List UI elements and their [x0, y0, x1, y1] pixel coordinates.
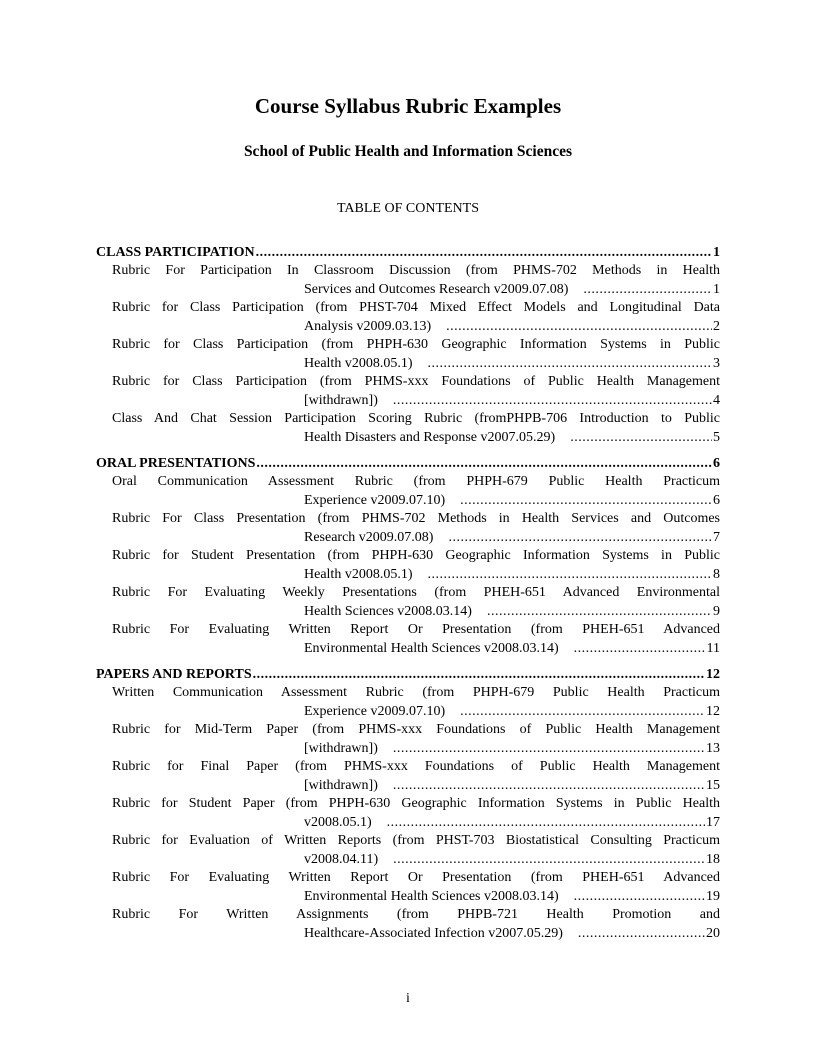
toc-dot-leader	[570, 429, 712, 448]
toc-page-number: 15	[706, 777, 720, 793]
toc-page-number: 1	[713, 281, 720, 297]
toc-entry[interactable]	[112, 547, 720, 584]
toc-entry-title-end: [withdrawn])	[304, 740, 378, 756]
toc-entry-title: Rubric for Class Participation (from PHPH-630 Geographic Information Systems in Public	[112, 337, 720, 352]
toc-entry-continuation	[304, 603, 720, 622]
toc-heading: TABLE OF CONTENTS	[337, 201, 479, 216]
toc-entry[interactable]	[112, 869, 720, 906]
toc-section-heading[interactable]	[96, 666, 720, 684]
toc-entry[interactable]	[112, 410, 720, 447]
toc-dot-leader	[574, 888, 705, 907]
toc-entry-continuation	[304, 281, 720, 300]
toc-section	[96, 666, 720, 943]
toc-entry-title-end: Health v2008.05.1)	[304, 355, 413, 371]
toc-entry-continuation	[304, 392, 720, 411]
toc-dot-leader	[393, 851, 705, 870]
toc-entry-title: Rubric for Student Paper (from PHPH-630 Geographic Information Systems in Public Health	[112, 796, 720, 811]
toc-entry-title-end: Health Disasters and Response v2007.05.29)	[304, 429, 556, 445]
toc-entry-title: Oral Communication Assessment Rubric (from PHPH-679 Public Health Practicum	[112, 474, 720, 489]
toc-entry-title: Rubric For Written Assignments (from PHPB-721 Health Promotion and	[112, 907, 720, 922]
toc-entry[interactable]	[112, 336, 720, 373]
toc-entry[interactable]	[112, 684, 720, 721]
toc-entry-title: Rubric For Evaluating Written Report Or Presentation (from PHEH-651 Advanced	[112, 870, 720, 885]
toc-entry-title: Rubric for Class Participation (from PHST-704 Mixed Effect Models and Longitudinal Data	[112, 300, 720, 315]
toc-entry-continuation	[304, 814, 720, 833]
toc-page-number: 12	[706, 667, 720, 682]
toc-page-number: 4	[713, 392, 720, 408]
toc-dot-leader	[460, 703, 705, 722]
toc-entry-continuation	[304, 640, 720, 659]
toc-dot-leader	[393, 740, 705, 759]
toc-entry-continuation	[304, 318, 720, 337]
toc-entry-title-end: Experience v2009.07.10)	[304, 492, 446, 508]
toc-page-number: 17	[706, 814, 720, 830]
toc-page-number: 18	[706, 851, 720, 867]
toc-entry-continuation	[304, 851, 720, 870]
toc-entry[interactable]	[112, 721, 720, 758]
document-title: Course Syllabus Rubric Examples	[254, 94, 562, 118]
toc-entry-continuation	[304, 529, 720, 548]
toc-entry-title-end: [withdrawn])	[304, 392, 378, 408]
toc-entry-title-end: Research v2009.07.08)	[304, 529, 434, 545]
toc-page-number: 6	[713, 456, 720, 471]
toc-entry-continuation	[304, 925, 720, 944]
toc-page-number: 9	[713, 603, 720, 619]
toc-dot-leader	[578, 925, 705, 944]
toc-entry-title-end: Analysis v2009.03.13)	[304, 318, 432, 334]
toc-entry-title-end: [withdrawn])	[304, 777, 378, 793]
toc-entry-title-end: v2008.05.1)	[304, 814, 372, 830]
toc-entry-title: Rubric for Student Presentation (from PHPH-630 Geographic Information Systems in Public	[112, 548, 720, 563]
toc-dot-leader	[427, 566, 712, 585]
toc-dot-leader	[256, 244, 712, 262]
toc-entry-continuation	[304, 888, 720, 907]
toc-entry-continuation	[304, 777, 720, 796]
toc-dot-leader	[253, 666, 705, 684]
toc-entry-title-end: Environmental Health Sciences v2008.03.14)	[304, 888, 559, 904]
toc-dot-leader	[583, 281, 712, 300]
toc-entry-title: Class And Chat Session Participation Scoring Rubric (fromPHPB-706 Introduction to Public	[112, 411, 720, 426]
toc-entry[interactable]	[112, 832, 720, 869]
toc-entry-continuation	[304, 566, 720, 585]
toc-entry-title: Written Communication Assessment Rubric (from PHPH-679 Public Health Practicum	[112, 685, 720, 700]
toc-entry[interactable]	[112, 795, 720, 832]
toc-entry[interactable]	[112, 906, 720, 943]
toc-entry-title-end: Environmental Health Sciences v2008.03.14)	[304, 640, 559, 656]
toc-entry-title-end: Health v2008.05.1)	[304, 566, 413, 582]
document-subtitle: School of Public Health and Information Sciences	[243, 143, 573, 160]
toc-section-title: CLASS PARTICIPATION	[96, 245, 255, 260]
toc-section	[96, 455, 720, 658]
toc-entry-continuation	[304, 492, 720, 511]
toc-page-number: 1	[713, 245, 720, 260]
toc-entry[interactable]	[112, 621, 720, 658]
toc-page-number: 3	[713, 355, 720, 371]
toc-entry-title-end: v2008.04.11)	[304, 851, 379, 867]
toc-entry[interactable]	[112, 473, 720, 510]
toc-page-number: 5	[713, 429, 720, 445]
toc-entry[interactable]	[112, 584, 720, 621]
toc-dot-leader	[256, 455, 712, 473]
toc-page-number: 19	[706, 888, 720, 904]
toc-entry[interactable]	[112, 758, 720, 795]
toc-page-number: 6	[713, 492, 720, 508]
toc-entry-continuation	[304, 429, 720, 448]
toc-entry-title-end: Healthcare-Associated Infection v2007.05.29)	[304, 925, 563, 941]
toc-entry-title: Rubric for Evaluation of Written Reports (from PHST-703 Biostatistical Consulting Practicum	[112, 833, 720, 848]
toc-entry[interactable]	[112, 299, 720, 336]
toc-dot-leader	[427, 355, 712, 374]
toc-page-number: 11	[706, 640, 720, 656]
toc-dot-leader	[448, 529, 712, 548]
toc-section-heading[interactable]	[96, 455, 720, 473]
toc-entry-title-end: Services and Outcomes Research v2009.07.08)	[304, 281, 569, 297]
toc-entry-continuation	[304, 355, 720, 374]
toc-page-number: 12	[706, 703, 720, 719]
toc-dot-leader	[460, 492, 712, 511]
toc-entry-continuation	[304, 703, 720, 722]
toc-entry-title: Rubric For Participation In Classroom Discussion (from PHMS-702 Methods in Health	[112, 263, 720, 278]
toc-entry-title-end: Health Sciences v2008.03.14)	[304, 603, 472, 619]
toc-section-title: ORAL PRESENTATIONS	[96, 456, 256, 471]
toc-section	[96, 244, 720, 447]
toc-section-heading[interactable]	[96, 244, 720, 262]
toc-entry-title-end: Experience v2009.07.10)	[304, 703, 446, 719]
toc-entry-title: Rubric for Class Participation (from PHMS-xxx Foundations of Public Health Management	[112, 374, 720, 389]
toc-page-number: 2	[713, 318, 720, 334]
toc-page-number: 7	[713, 529, 720, 545]
table-of-contents	[96, 244, 720, 943]
page-number: i	[406, 991, 410, 1006]
toc-page-number: 13	[706, 740, 720, 756]
toc-page-number: 8	[713, 566, 720, 582]
toc-entry[interactable]	[112, 510, 720, 547]
toc-entry-title: Rubric for Mid-Term Paper (from PHMS-xxx Foundations of Public Health Management	[112, 722, 720, 737]
toc-dot-leader	[487, 603, 712, 622]
toc-dot-leader	[387, 814, 705, 833]
toc-page-number: 20	[706, 925, 720, 941]
toc-entry[interactable]	[112, 373, 720, 410]
toc-dot-leader	[393, 777, 705, 796]
toc-section-title: PAPERS AND REPORTS	[96, 667, 252, 682]
toc-dot-leader	[574, 640, 706, 659]
toc-entry-title: Rubric For Evaluating Weekly Presentations (from PHEH-651 Advanced Environmental	[112, 585, 720, 600]
toc-entry[interactable]	[112, 262, 720, 299]
toc-entry-title: Rubric for Final Paper (from PHMS-xxx Foundations of Public Health Management	[112, 759, 720, 774]
toc-dot-leader	[393, 392, 712, 411]
toc-entry-continuation	[304, 740, 720, 759]
toc-dot-leader	[446, 318, 712, 337]
toc-entry-title: Rubric For Evaluating Written Report Or Presentation (from PHEH-651 Advanced	[112, 622, 720, 637]
toc-entry-title: Rubric For Class Presentation (from PHMS-702 Methods in Health Services and Outcomes	[112, 511, 720, 526]
